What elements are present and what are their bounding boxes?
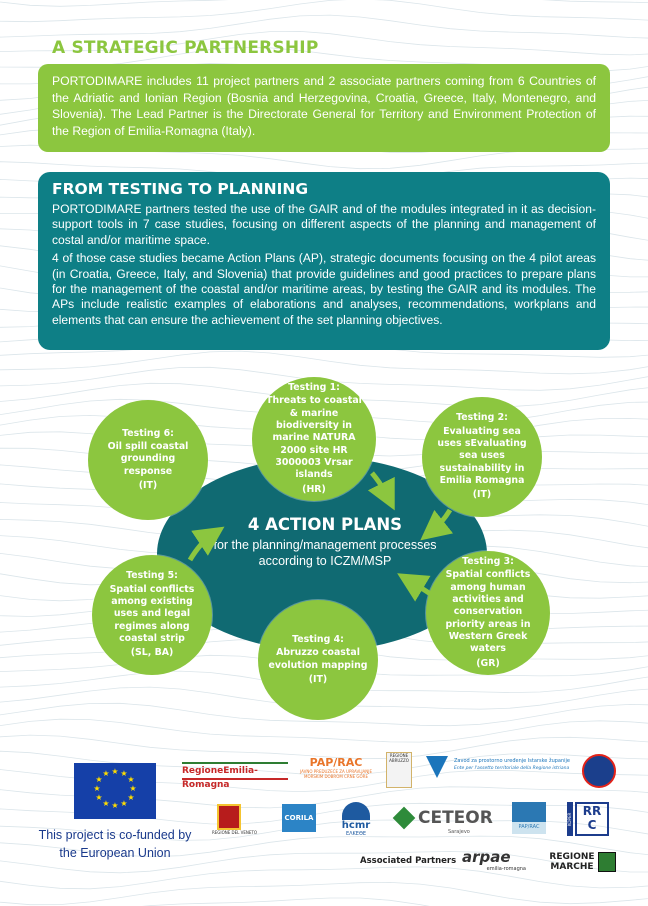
svg-text:★: ★ xyxy=(120,769,128,778)
associated-partners-label: Associated Partners xyxy=(360,856,457,866)
svg-text:★: ★ xyxy=(102,769,110,778)
marche-flag-icon xyxy=(598,852,616,872)
case-circle-1 xyxy=(252,377,376,501)
case-title: Testing 3: xyxy=(462,556,514,568)
testing-paragraph-1: PORTODIMARE partners tested the use of the GAIR and of the modules integrated in it as decision-support tools in 7 case studies, focusing on different aspects of the planning and management of costal and/or maritime space. xyxy=(52,202,596,247)
action-plans-diagram xyxy=(0,355,648,740)
veneto-text: REGIONE DEL VENETO xyxy=(212,830,258,835)
case-desc: Spatial conflicts among human activities and conservation priority areas in Western Greek waters xyxy=(445,569,531,655)
eu-flag-logo xyxy=(74,763,156,819)
testing-title: FROM TESTING TO PLANNING xyxy=(52,180,309,198)
zavod-text: Zavod za prostorno uređenje Istarske županije xyxy=(454,758,571,764)
arpae-text: arpae xyxy=(462,848,511,866)
case-desc: Threats to coastal & marine biodiversity in marine NATURA 2000 site HR 3000003 Vrsar islands xyxy=(266,395,362,481)
hcmr-text: hcmr xyxy=(341,820,371,831)
svg-text:★: ★ xyxy=(93,784,101,793)
center-title: 4 ACTION PLANS xyxy=(247,515,403,534)
svg-text:★: ★ xyxy=(120,799,128,808)
case-title: Testing 6: xyxy=(122,427,174,439)
ceteor-logo xyxy=(396,808,492,838)
svg-text:★: ★ xyxy=(95,793,103,802)
case-title: Testing 2: xyxy=(456,412,508,424)
arpae-sub: emilia-romagna xyxy=(486,866,526,872)
case-country: (IT) xyxy=(138,479,158,491)
case-circle-5 xyxy=(92,555,212,675)
veneto-logo xyxy=(212,804,258,844)
koper-text: KOPER xyxy=(567,802,573,836)
pap-logo-text: PAP/RAC xyxy=(309,756,363,769)
regione-marche-logo xyxy=(548,852,618,874)
zavod-sub: Ente per l'assetto territoriale della Regione istriana xyxy=(454,766,570,771)
rrc-mark-icon: RR C xyxy=(575,802,609,836)
partnership-box xyxy=(38,64,610,152)
hcmr-logo xyxy=(334,802,378,837)
svg-text:★: ★ xyxy=(127,793,135,802)
case-title: Testing 5: xyxy=(126,570,178,582)
center-subtitle: for the planning/management processes according to ICZM/MSP xyxy=(213,538,437,568)
case-desc: Evaluating sea uses sEvaluating sea uses sustainability in Emilia Romagna xyxy=(437,425,527,486)
footer xyxy=(0,748,648,906)
paprac-logo xyxy=(512,802,546,834)
svg-text:★: ★ xyxy=(127,775,135,784)
corila-logo: CORILA xyxy=(282,804,316,832)
case-country: (IT) xyxy=(472,489,492,501)
abruzzo-logo: REGIONE ABRUZZO xyxy=(386,752,412,788)
svg-text:★: ★ xyxy=(111,801,119,810)
pap-logo xyxy=(300,756,372,779)
center-label xyxy=(205,515,445,569)
case-title: Testing 4: xyxy=(292,633,344,645)
civil-protection-logo-icon xyxy=(582,754,616,788)
ceteor-text: CETEOR xyxy=(418,808,493,828)
case-circle-2 xyxy=(422,397,542,517)
partnership-title: A STRATEGIC PARTNERSHIP xyxy=(52,38,319,58)
case-circle-3 xyxy=(426,551,550,675)
partnership-text: PORTODIMARE includes 11 project partners and 2 associate partners coming from 6 Countries of the Adriatic and Ionian Region (Bosnia and Herzegovina, Croatia, Greece, Italy, Montenegro, and Slovenia). The Lead Partner is the Directorate General for Territory and Environment Protection of the Region of Emilia-Romagna (Italy). xyxy=(52,74,596,138)
case-circle-6 xyxy=(88,400,208,520)
case-country: (IT) xyxy=(308,673,328,685)
eu-cofunded-text: This project is co-funded by the European Union xyxy=(38,828,192,860)
marche-text: REGIONE MARCHE xyxy=(549,852,595,872)
case-title: Testing 1: xyxy=(288,382,340,394)
paprac-mark-icon xyxy=(512,802,546,822)
case-desc: Oil spill coastal grounding response xyxy=(107,441,189,477)
testing-paragraph-2: 4 of those case studies became Action Plans (AP), strategic documents focusing on the 4 pilot areas (in Croatia, Greece, Italy, and Slovenia) that provide guidelines and good practices to prepare plans for the management of the coastal and/or maritime areas, by testing the GAIR and its modules. The APs include realistic examples of elaborations and analyses, recommendations, workplans and elements that can ensure the achievement of the set planning objectives. xyxy=(52,251,596,327)
case-circle-4 xyxy=(258,600,378,720)
koper-logo xyxy=(567,802,609,836)
testing-box xyxy=(38,172,610,350)
arpae-logo xyxy=(462,848,526,872)
svg-text:★: ★ xyxy=(129,784,137,793)
svg-text:★: ★ xyxy=(111,767,119,776)
hcmr-sub: ΕΛΚΕΘΕ xyxy=(345,831,367,837)
case-desc: Spatial conflicts among existing uses and legal regimes along coastal strip xyxy=(109,583,195,644)
ceteor-mark-icon xyxy=(393,807,416,830)
case-country: (SL, BA) xyxy=(130,647,174,659)
emilia-romagna-logo: RegioneEmilia-Romagna xyxy=(182,762,288,780)
ceteor-sub: Sarajevo xyxy=(448,829,470,835)
zavod-logo xyxy=(426,756,574,784)
paprac-text: PAP/RAC xyxy=(518,824,540,830)
case-country: (HR) xyxy=(302,483,326,495)
pap-logo-sub: JAVNO PREDUZEĆE ZA UPRAVLJANJE MORSKIM DOBROM CRNE GORE xyxy=(300,769,372,779)
svg-text:★: ★ xyxy=(102,799,110,808)
case-desc: Abruzzo coastal evolution mapping xyxy=(268,647,368,671)
veneto-lion-icon xyxy=(217,804,241,830)
case-country: (GR) xyxy=(476,657,500,669)
zavod-shield-icon xyxy=(426,756,448,778)
svg-text:★: ★ xyxy=(95,775,103,784)
hcmr-wave-icon xyxy=(342,802,370,820)
